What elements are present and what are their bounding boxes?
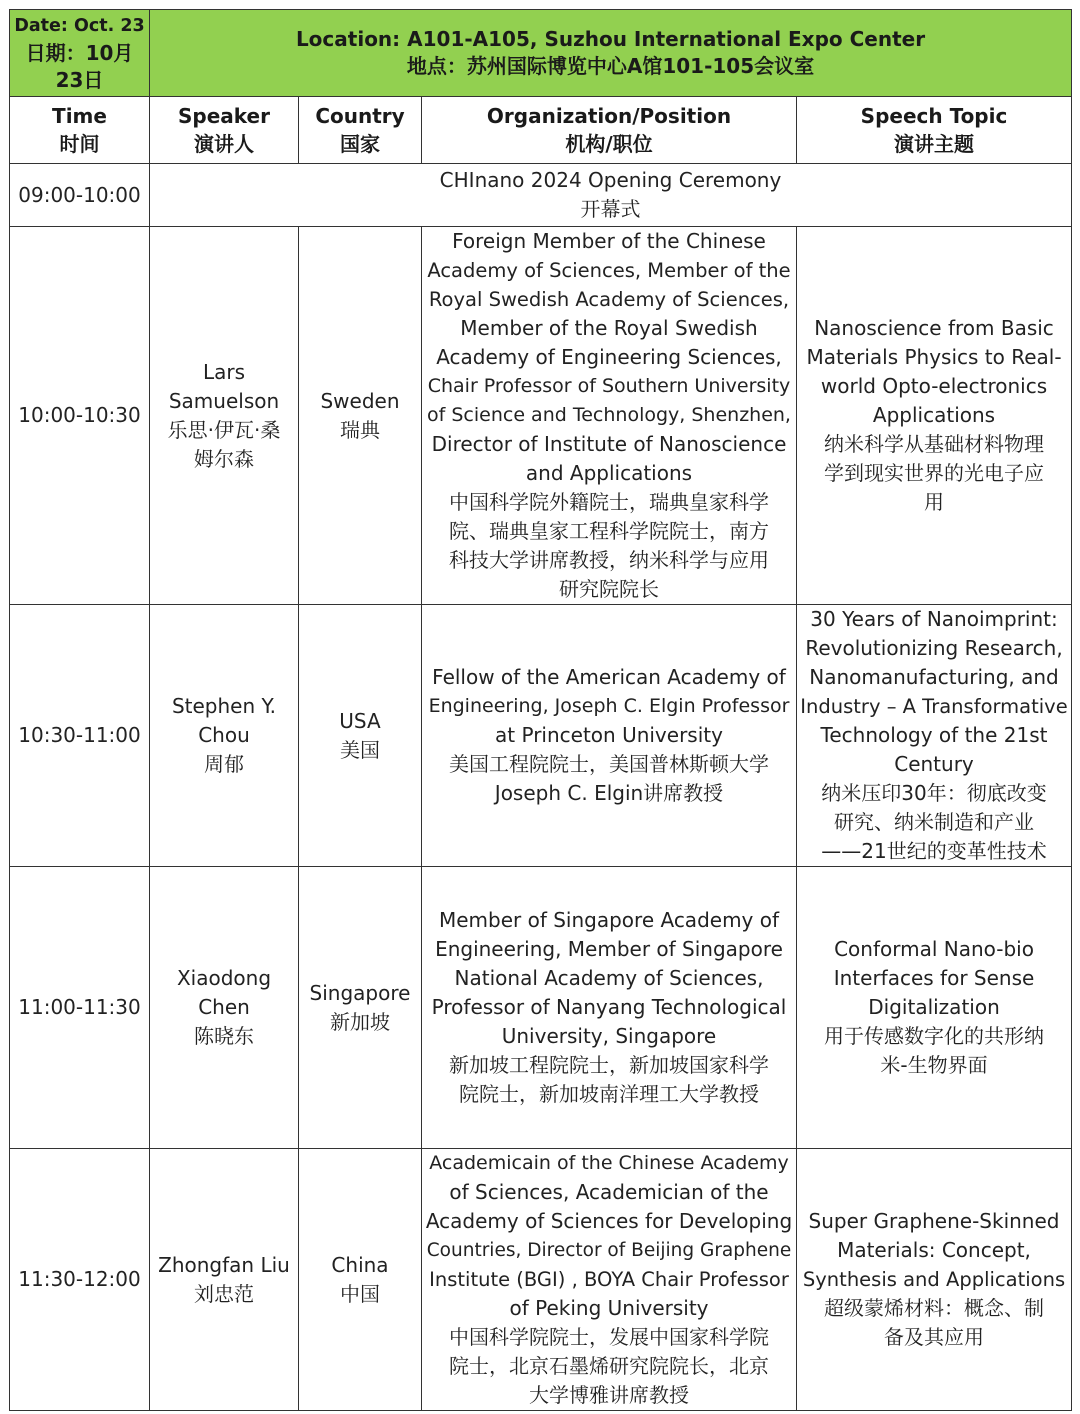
- topic-cell: [797, 867, 1072, 1149]
- org-line: 院士，北京石墨烯研究院院长，北京: [449, 1354, 769, 1378]
- header-topic-zh: 演讲主题: [894, 132, 974, 156]
- header-org-zh: 机构/职位: [565, 132, 653, 156]
- org-line: Countries, Director of Beijing Graphene: [426, 1240, 792, 1261]
- time-cell: 10:00-10:30: [10, 227, 150, 605]
- time-cell: 11:30-12:00: [10, 1149, 150, 1411]
- org-line: Engineering, Joseph C. Elgin Professor: [428, 695, 790, 717]
- org-line: Institute (BGI) , BOYA Chair Professor: [429, 1268, 789, 1291]
- org-line: 新加坡工程院院士，新加坡国家科学: [449, 1053, 769, 1077]
- speaker-line: 周郁: [204, 752, 244, 776]
- header-speaker-zh: 演讲人: [194, 132, 254, 156]
- topic-line: 纳米压印30年：彻底改变: [821, 781, 1047, 805]
- speaker-cell: [150, 227, 299, 605]
- topic-line: 学到现实世界的光电子应: [824, 461, 1044, 485]
- speaker-line: Stephen Y.: [171, 694, 277, 718]
- speaker-line: 陈晓东: [194, 1024, 254, 1048]
- org-line: 院院士，新加坡南洋理工大学教授: [459, 1082, 759, 1106]
- country-cell: [299, 1149, 422, 1411]
- date-en: Date: Oct. 23: [14, 15, 145, 36]
- org-line: of Sciences, Academician of the: [449, 1180, 769, 1204]
- speaker-line: 刘忠范: [194, 1281, 254, 1306]
- org-line: of Science and Technology, Shenzhen,: [427, 404, 791, 426]
- topic-line: Conformal Nano-bio: [834, 937, 1034, 961]
- org-line: Royal Swedish Academy of Sciences,: [428, 288, 790, 311]
- location-zh: 地点：苏州国际博览中心A馆101-105会议室: [406, 54, 815, 78]
- org-line: Foreign Member of the Chinese: [452, 229, 766, 253]
- topic-line: Synthesis and Applications: [802, 1268, 1066, 1291]
- org-line: Academy of Sciences, Member of the: [427, 259, 791, 282]
- org-line: National Academy of Sciences,: [454, 966, 764, 990]
- org-line: Member of Singapore Academy of: [438, 908, 780, 932]
- speaker-line: Chen: [198, 995, 250, 1019]
- topic-line: ——21世纪的变革性技术: [821, 839, 1047, 863]
- topic-cell: [797, 605, 1072, 867]
- topic-line: Interfaces for Sense: [833, 966, 1035, 990]
- speaker-cell: [150, 1149, 299, 1411]
- speaker-line: 乐思·伊瓦·桑: [167, 417, 281, 442]
- org-line: Professor of Nanyang Technological: [431, 995, 787, 1019]
- org-cell: [422, 867, 797, 1149]
- country-line: 中国: [340, 1281, 380, 1306]
- speaker-line: Chou: [198, 723, 250, 747]
- topic-line: 纳米科学从基础材料物理: [824, 432, 1044, 456]
- org-line: Engineering, Member of Singapore: [435, 937, 783, 961]
- topic-line: Applications: [872, 403, 996, 427]
- org-line: Academy of Sciences for Developing: [425, 1209, 793, 1233]
- topic-line: Nanomanufacturing, and: [809, 665, 1059, 689]
- country-cell: [299, 227, 422, 605]
- country-line: 新加坡: [330, 1009, 390, 1034]
- opening-time: 09:00-10:00: [10, 164, 150, 227]
- org-line: 院、瑞典皇家工程科学院院士，南方: [449, 519, 769, 543]
- speaker-line: Xiaodong: [176, 966, 272, 990]
- org-line: Fellow of the American Academy of: [432, 665, 786, 689]
- topic-line: Digitalization: [868, 995, 1000, 1019]
- header-speaker-en: Speaker: [178, 104, 270, 128]
- topic-line: 超级蒙烯材料：概念、制: [824, 1296, 1044, 1320]
- org-line: of Peking University: [509, 1296, 709, 1320]
- org-line: 中国科学院院士，发展中国家科学院: [449, 1325, 769, 1349]
- country-cell: [299, 867, 422, 1149]
- topic-line: Industry – A Transformative: [800, 695, 1068, 718]
- header-org-en: Organization/Position: [486, 104, 732, 128]
- opening-row: [10, 164, 1072, 227]
- banner-row: [10, 10, 1072, 97]
- country-line: China: [331, 1252, 389, 1277]
- header-row: [10, 97, 1072, 164]
- topic-line: Century: [894, 752, 974, 776]
- header-topic: [797, 97, 1072, 164]
- time-cell: 11:00-11:30: [10, 867, 150, 1149]
- speaker-cell: [150, 605, 299, 867]
- org-line: 研究院院长: [559, 577, 659, 601]
- speaker-line: 姆尔森: [194, 446, 254, 471]
- topic-line: world Opto-electronics: [820, 374, 1048, 398]
- topic-line: 用于传感数字化的共形纳: [824, 1024, 1044, 1048]
- header-country-zh: 国家: [340, 132, 380, 156]
- topic-cell: [797, 1149, 1072, 1411]
- speaker-cell: [150, 867, 299, 1149]
- topic-line: Materials: Concept,: [837, 1238, 1031, 1262]
- topic-line: Nanoscience from Basic: [814, 316, 1054, 340]
- opening-title: [150, 164, 1072, 227]
- speaker-line: Zhongfan Liu: [158, 1252, 290, 1277]
- opening-title-zh: 开幕式: [580, 197, 641, 221]
- org-line: Academicain of the Chinese Academy: [429, 1152, 789, 1174]
- org-line: Academy of Engineering Sciences,: [436, 345, 782, 369]
- location-cell: [150, 10, 1072, 97]
- header-time-zh: 时间: [59, 132, 100, 156]
- header-time-en: Time: [52, 104, 107, 128]
- date-zh-1: 日期：10月: [25, 40, 134, 65]
- header-country: [299, 97, 422, 164]
- header-speaker: [150, 97, 299, 164]
- header-topic-en: Speech Topic: [860, 104, 1008, 128]
- org-line: 科技大学讲席教授，纳米科学与应用: [449, 548, 769, 572]
- header-country-en: Country: [315, 104, 405, 128]
- topic-line: 30 Years of Nanoimprint:: [810, 607, 1058, 631]
- schedule-table: [9, 9, 1072, 1411]
- topic-line: Technology of the 21st: [820, 723, 1048, 747]
- topic-line: 用: [924, 490, 944, 514]
- table-row: [10, 605, 1072, 867]
- header-time: [10, 97, 150, 164]
- org-line: Chair Professor of Southern University: [427, 375, 791, 397]
- topic-line: Materials Physics to Real-: [806, 345, 1062, 369]
- org-cell: [422, 605, 797, 867]
- topic-line: 研究、纳米制造和产业: [834, 810, 1034, 834]
- header-org: [422, 97, 797, 164]
- date-cell: [10, 10, 150, 97]
- topic-line: 备及其应用: [884, 1325, 984, 1349]
- org-line: 中国科学院外籍院士，瑞典皇家科学: [449, 490, 769, 514]
- org-line: University, Singapore: [501, 1024, 717, 1048]
- topic-line: Revolutionizing Research,: [805, 636, 1063, 660]
- org-line: and Applications: [525, 461, 693, 485]
- topic-line: 米-生物界面: [880, 1053, 988, 1077]
- org-cell: [422, 227, 797, 605]
- table-row: [10, 867, 1072, 1149]
- country-line: Sweden: [320, 388, 400, 413]
- country-line: USA: [339, 708, 381, 733]
- topic-cell: [797, 227, 1072, 605]
- speaker-line: Samuelson: [168, 388, 280, 413]
- time-cell: 10:30-11:00: [10, 605, 150, 867]
- country-line: Singapore: [309, 980, 411, 1005]
- org-line: Director of Institute of Nanoscience: [431, 432, 787, 456]
- org-line: at Princeton University: [495, 723, 723, 747]
- location-en: Location: A101-A105, Suzhou International Expo Center: [295, 27, 926, 51]
- org-line: Member of the Royal Swedish: [460, 316, 758, 340]
- org-line: 美国工程院院士，美国普林斯顿大学: [449, 752, 769, 776]
- date-zh-2: 23日: [55, 67, 104, 92]
- org-cell: [422, 1149, 797, 1411]
- table-row: [10, 1149, 1072, 1411]
- country-cell: [299, 605, 422, 867]
- country-line: 瑞典: [340, 417, 380, 442]
- opening-title-en: CHInano 2024 Opening Ceremony: [439, 168, 782, 192]
- org-line: Joseph C. Elgin讲席教授: [494, 781, 724, 805]
- org-line: 大学博雅讲席教授: [529, 1383, 689, 1407]
- country-line: 美国: [340, 737, 380, 762]
- topic-line: Super Graphene-Skinned: [808, 1209, 1060, 1233]
- table-row: [10, 227, 1072, 605]
- speaker-line: Lars: [202, 359, 246, 384]
